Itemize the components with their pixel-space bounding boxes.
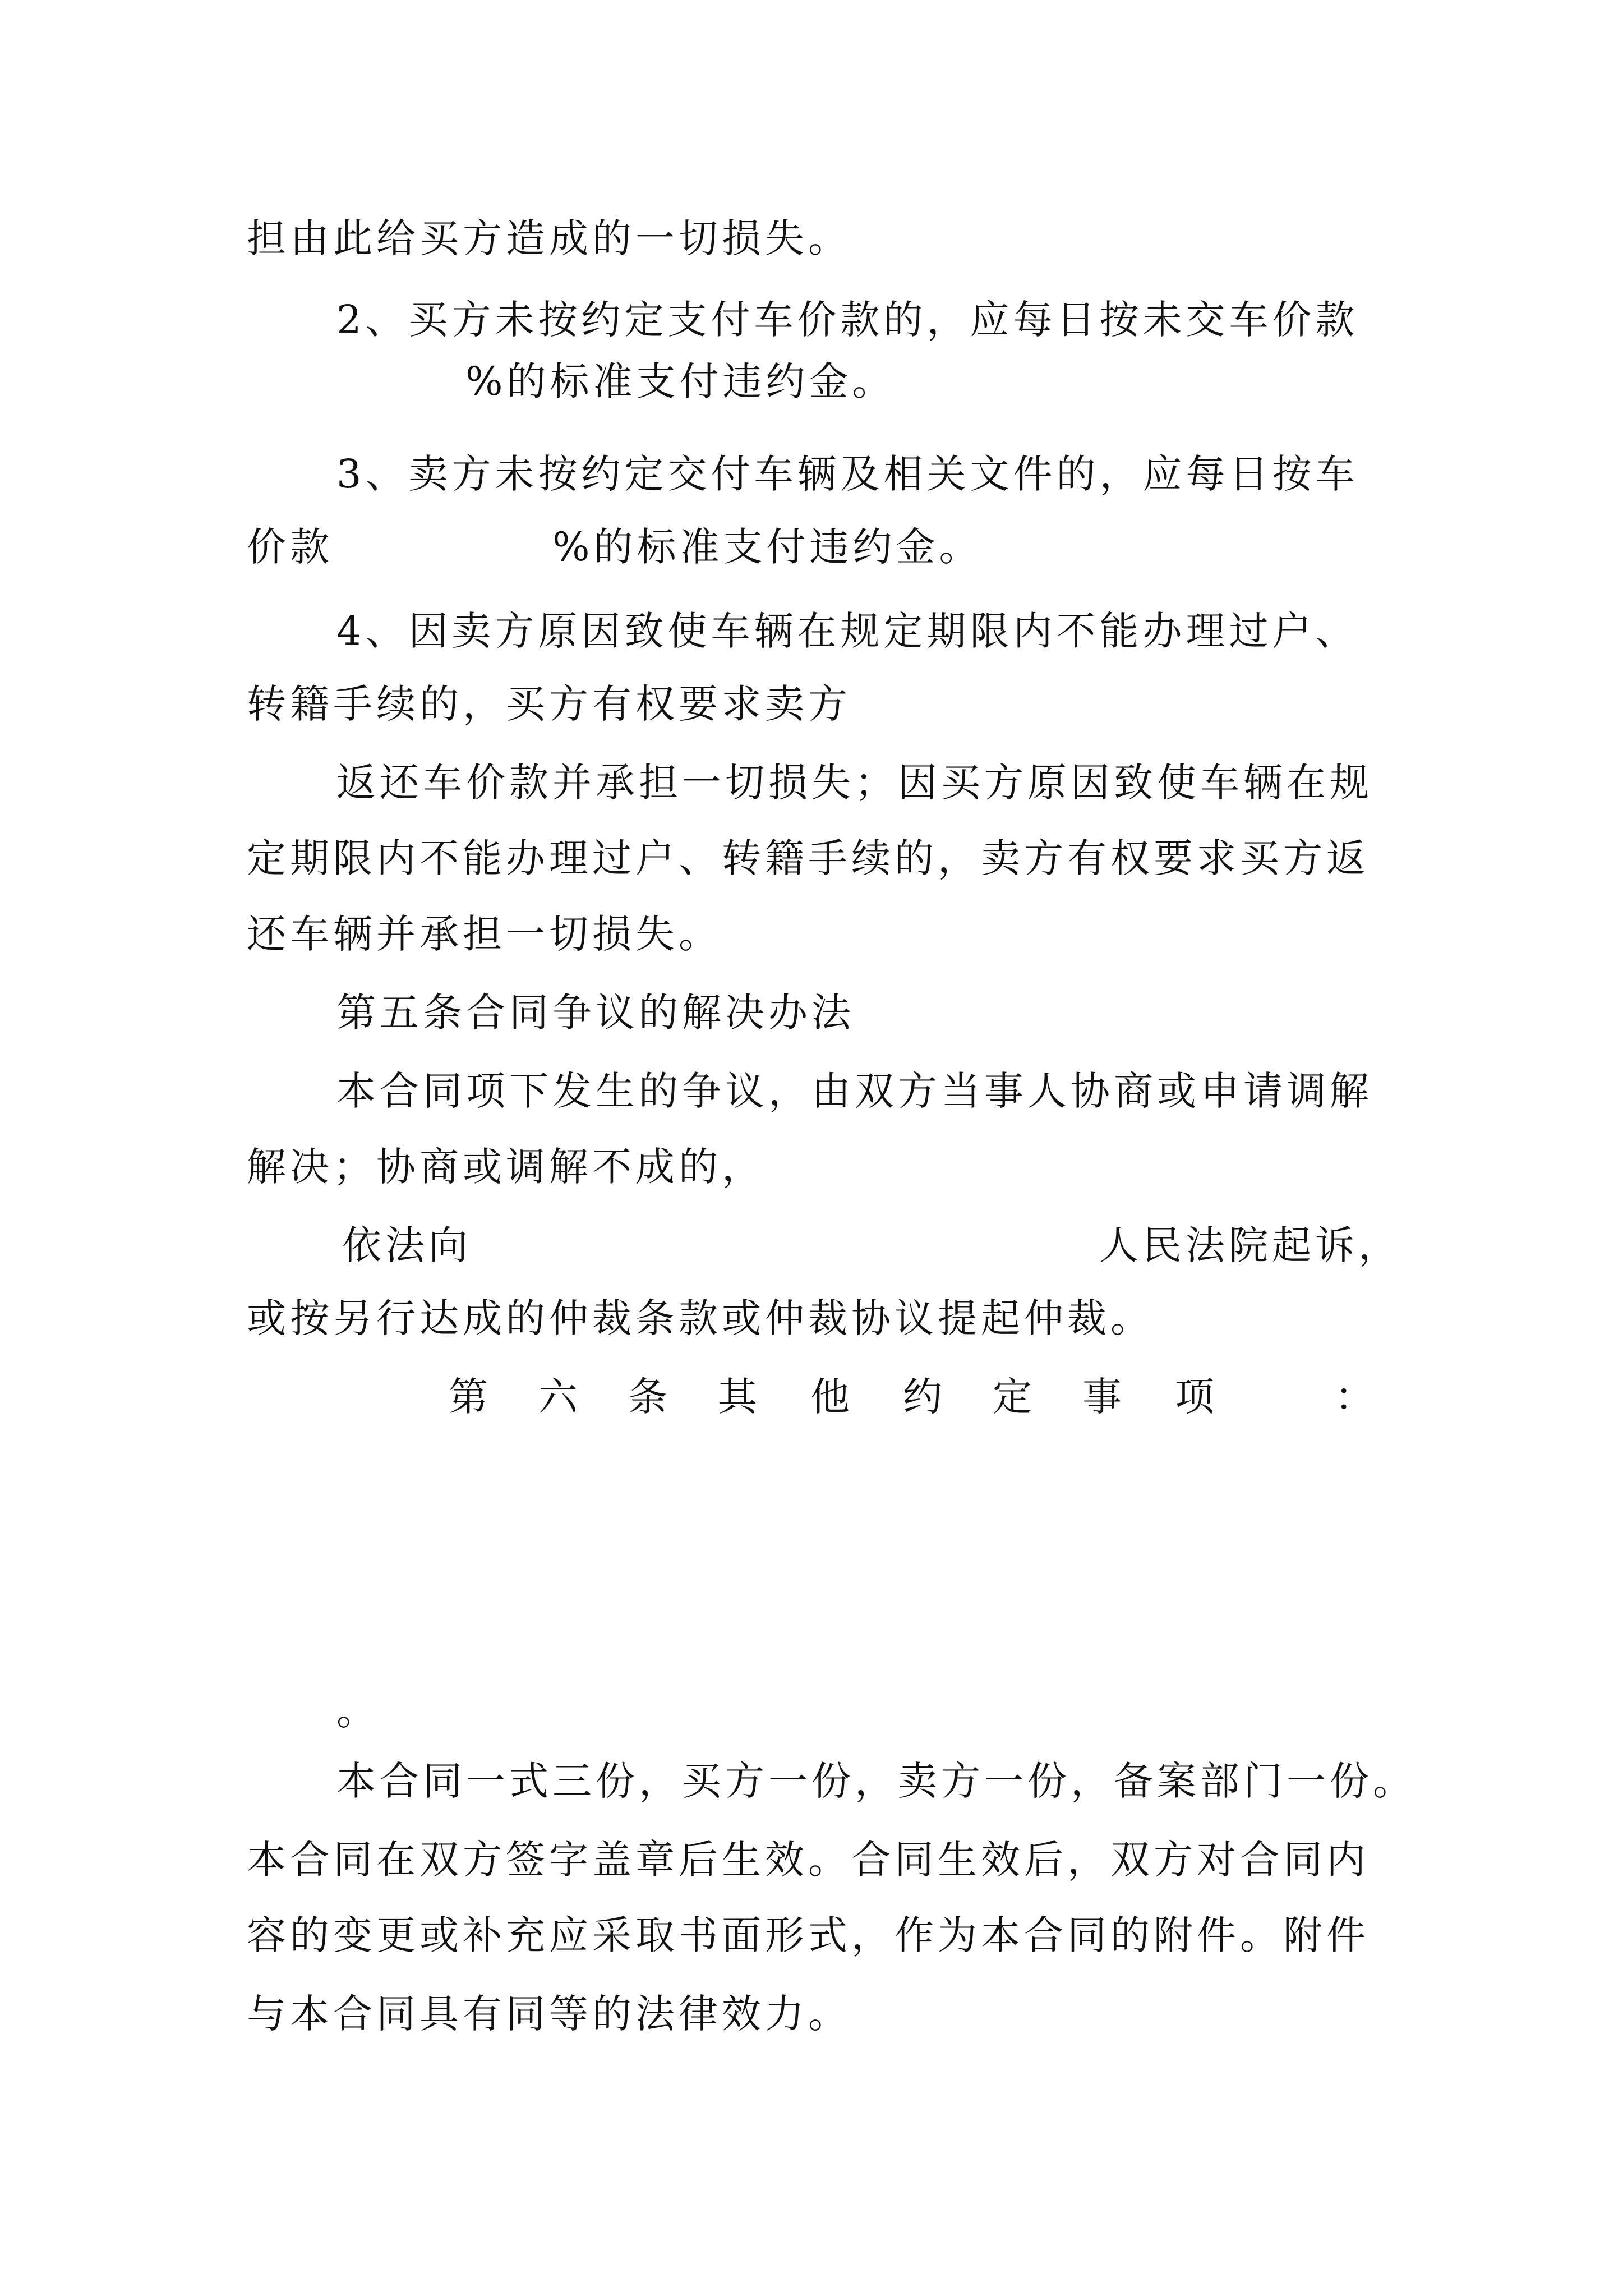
clause-2-line-2: %的标准支付违约金。 (465, 358, 896, 404)
clause-4-line-2: 转籍手续的，买方有权要求卖方 (247, 681, 851, 727)
article-6-char: 其 (718, 1374, 757, 1420)
clause-4-line-5: 还车辆并承担一切损失。 (247, 911, 722, 957)
clause-4-line-1: 4、因卖方原因致使车辆在规定期限内不能办理过户、 (336, 608, 1359, 654)
article-6-char: 他 (810, 1374, 850, 1420)
article-6-char: 项 (1175, 1374, 1214, 1420)
article-6-char: ： (1335, 1374, 1374, 1420)
copies-line-2: 本合同在双方签字盖章后生效。合同生效后，双方对合同内 (247, 1837, 1370, 1883)
article-6-char: 定 (993, 1374, 1032, 1420)
article-5-line-1: 本合同项下发生的争议，由双方当事人协商或申请调解 (336, 1068, 1373, 1114)
copies-line-3: 容的变更或补充应采取书面形式，作为本合同的附件。附件 (247, 1912, 1370, 1958)
article-5-court-prefix: 依法向 (342, 1222, 472, 1268)
article-5-line-2: 解决；协商或调解不成的， (247, 1144, 765, 1190)
line-loss-continuation: 担由此给买方造成的一切损失。 (247, 215, 851, 261)
clause-3-line-2: %的标准支付违约金。 (552, 524, 983, 570)
article-6-heading (0, 1369, 1623, 1425)
copies-line-1: 本合同一式三份，买方一份，卖方一份，备案部门一份。 (336, 1758, 1416, 1804)
copies-line-4: 与本合同具有同等的法律效力。 (247, 1991, 851, 2037)
clause-3-line-1: 3、卖方未按约定交付车辆及相关文件的，应每日按车 (336, 451, 1359, 497)
article-5-line-4: 或按另行达成的仲裁条款或仲裁协议提起仲裁。 (247, 1295, 1154, 1341)
clause-4-line-3: 返还车价款并承担一切损失；因买方原因致使车辆在规 (336, 760, 1373, 806)
article-6-char: 六 (538, 1374, 578, 1420)
clause-3-price-label: 价款 (247, 524, 333, 570)
article-5-heading: 第五条合同争议的解决办法 (336, 990, 855, 1036)
article-6-char: 约 (903, 1374, 942, 1420)
clause-2-line-1: 2、买方未按约定支付车价款的，应每日按未交车价款 (336, 297, 1359, 343)
clause-4-line-4: 定期限内不能办理过户、转籍手续的，卖方有权要求买方返 (247, 835, 1370, 881)
article-5-court-suffix: 人民法院起诉， (1099, 1222, 1401, 1268)
article-6-char: 条 (628, 1374, 667, 1420)
article-6-char: 第 (449, 1374, 488, 1420)
article-6-end-mark: 。 (336, 1688, 380, 1734)
article-6-char: 事 (1082, 1374, 1122, 1420)
